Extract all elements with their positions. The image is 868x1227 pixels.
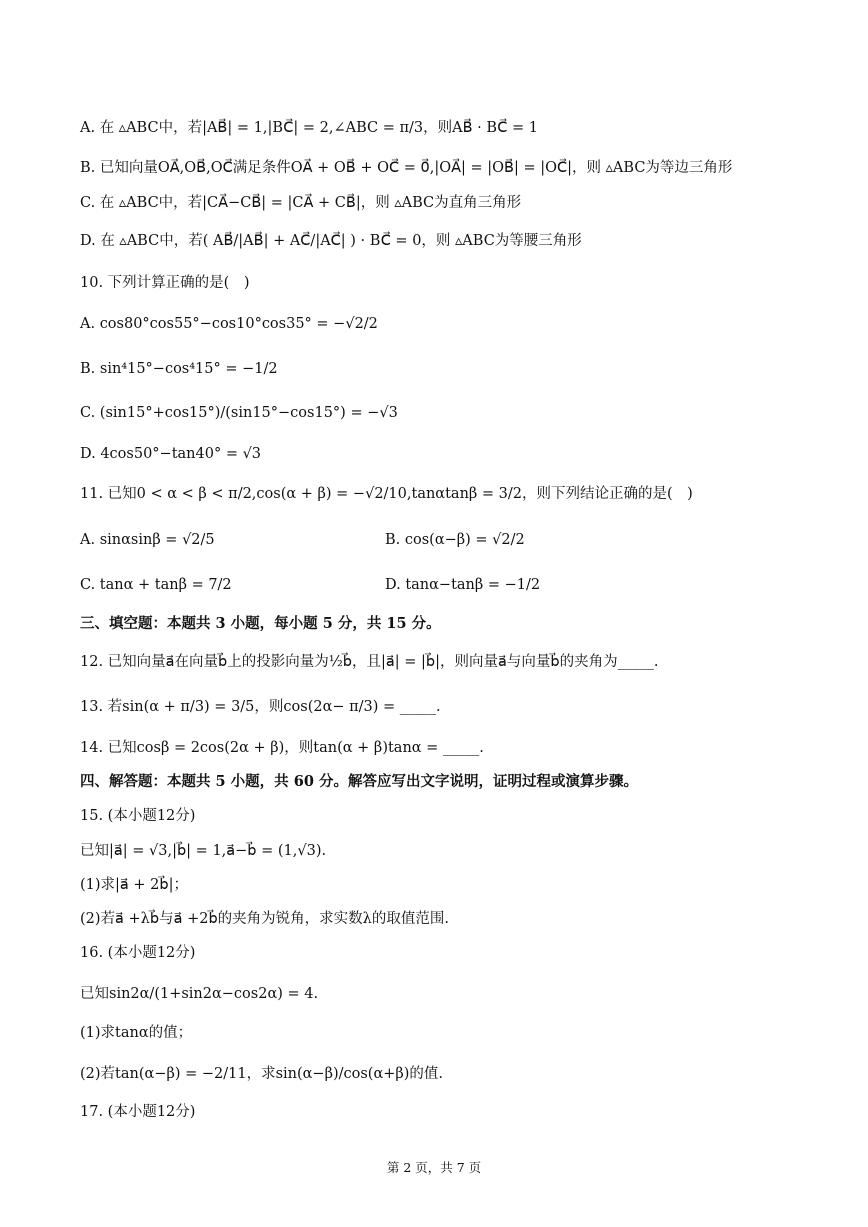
- q16-heading: 16. (本小题12分): [80, 945, 196, 961]
- q15-heading: 15. (本小题12分): [80, 808, 196, 824]
- q10-option-c: C. (sin15°+cos15°)/(sin15°−cos15°) = −√3: [80, 405, 398, 421]
- q11-option-a: A. sinαsinβ = √2/5: [80, 532, 215, 548]
- q10-stem: 10. 下列计算正确的是( ): [80, 275, 250, 291]
- q9-option-c: C. 在 ▵ABC中，若|CA⃗−CB⃗| = |CA⃗ + CB⃗|，则 ▵ABC为直角三角形: [80, 195, 522, 211]
- q16-part-1: (1)求tanα的值；: [80, 1025, 193, 1041]
- q11-stem: 11. 已知0 < α < β < π/2,cos(α + β) = −√2/10,tanαtanβ = 3/2，则下列结论正确的是( ): [80, 486, 693, 502]
- q10-option-d: D. 4cos50°−tan40° = √3: [80, 446, 262, 462]
- section-4-heading: 四、解答题：本题共 5 小题，共 60 分。解答应写出文字说明，证明过程或演算步骤。: [80, 773, 638, 790]
- q15-part-1: (1)求|a⃗ + 2b⃗|；: [80, 877, 188, 893]
- q16-part-2: (2)若tan(α−β) = −2/11，求sin(α−β)/cos(α+β)的值.: [80, 1066, 444, 1082]
- q10-option-a: A. cos80°cos55°−cos10°cos35° = −√2/2: [80, 316, 378, 332]
- q10-option-b: B. sin⁴15°−cos⁴15° = −1/2: [80, 361, 278, 377]
- q15-given: 已知|a⃗| = √3,|b⃗| = 1,a⃗−b⃗ = (1,√3).: [80, 843, 327, 859]
- q9-option-d: D. 在 ▵ABC中，若( AB⃗/|AB⃗| + AC⃗/|AC⃗| ) · BC⃗ = 0，则 ▵ABC为等腰三角形: [80, 233, 582, 249]
- q17-heading: 17. (本小题12分): [80, 1104, 196, 1120]
- q15-part-2: (2)若a⃗ +λb⃗与a⃗ +2b⃗的夹角为锐角，求实数λ的取值范围.: [80, 911, 449, 927]
- q11-option-d: D. tanα−tanβ = −1/2: [385, 577, 541, 593]
- q11-option-c: C. tanα + tanβ = 7/2: [80, 577, 232, 593]
- q14-stem: 14. 已知cosβ = 2cos(2α + β)，则tan(α + β)tanα = _____.: [80, 740, 484, 756]
- q16-given: 已知sin2α/(1+sin2α−cos2α) = 4.: [80, 986, 319, 1002]
- section-3-heading: 三、填空题：本题共 3 小题，每小题 5 分，共 15 分。: [80, 615, 441, 632]
- page-footer: 第 2 页，共 7 页: [386, 1160, 482, 1175]
- q11-option-b: B. cos(α−β) = √2/2: [385, 532, 525, 548]
- q12-stem: 12. 已知向量a⃗在向量b⃗上的投影向量为½b⃗，且|a⃗| = |b⃗|，则向量a⃗与向量b⃗的夹角为_____.: [80, 654, 659, 670]
- q9-option-a: A. 在 ▵ABC中，若|AB⃗| = 1,|BC⃗| = 2,∠ABC = π/3，则AB⃗ · BC⃗ = 1: [80, 120, 539, 136]
- q13-stem: 13. 若sin(α + π/3) = 3/5，则cos(2α− π/3) = _____.: [80, 699, 441, 715]
- q9-option-b: B. 已知向量OA⃗,OB⃗,OC⃗满足条件OA⃗ + OB⃗ + OC⃗ = 0⃗,|OA⃗| = |OB⃗| = |OC⃗|，则 ▵ABC为等边三角形: [80, 160, 733, 176]
